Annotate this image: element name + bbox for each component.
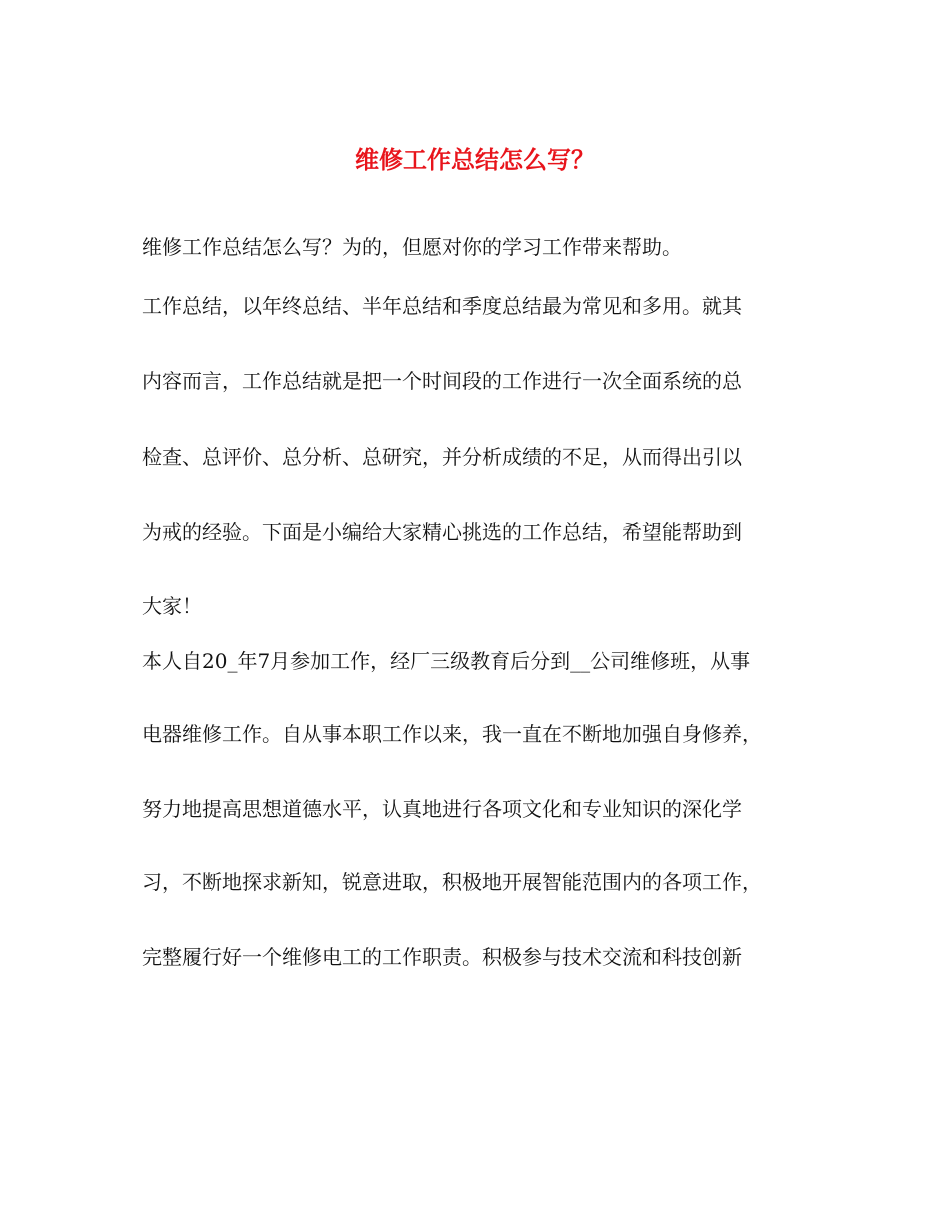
text-line: 努力地提高思想道德水平，认真地进行各项文化和专业知识的深化学 bbox=[142, 797, 742, 821]
text-line: 电器维修工作。自从事本职工作以来，我一直在不断地加强自身修养， bbox=[142, 722, 762, 746]
text-line: 为戒的经验。下面是小编给大家精心挑选的工作总结，希望能帮助到 bbox=[142, 520, 742, 544]
text-line: 大家！ bbox=[142, 594, 202, 618]
text-line: 习，不断地探求新知，锐意进取，积极地开展智能范围内的各项工作， bbox=[142, 870, 762, 894]
text-line: 工作总结，以年终总结、半年总结和季度总结最为常见和多用。就其 bbox=[142, 294, 742, 318]
text-line: 本人自20_年7月参加工作，经厂三级教育后分到__公司维修班，从事 bbox=[142, 649, 751, 673]
text-line: 检查、总评价、总分析、总研究，并分析成绩的不足，从而得出引以 bbox=[142, 445, 742, 469]
text-line: 维修工作总结怎么写？为的，但愿对你的学习工作带来帮助。 bbox=[142, 235, 682, 259]
text-line: 完整履行好一个维修电工的工作职责。积极参与技术交流和科技创新 bbox=[142, 945, 742, 969]
document-title: 维修工作总结怎么写？ bbox=[355, 145, 595, 174]
text-line: 内容而言，工作总结就是把一个时间段的工作进行一次全面系统的总 bbox=[142, 369, 742, 393]
